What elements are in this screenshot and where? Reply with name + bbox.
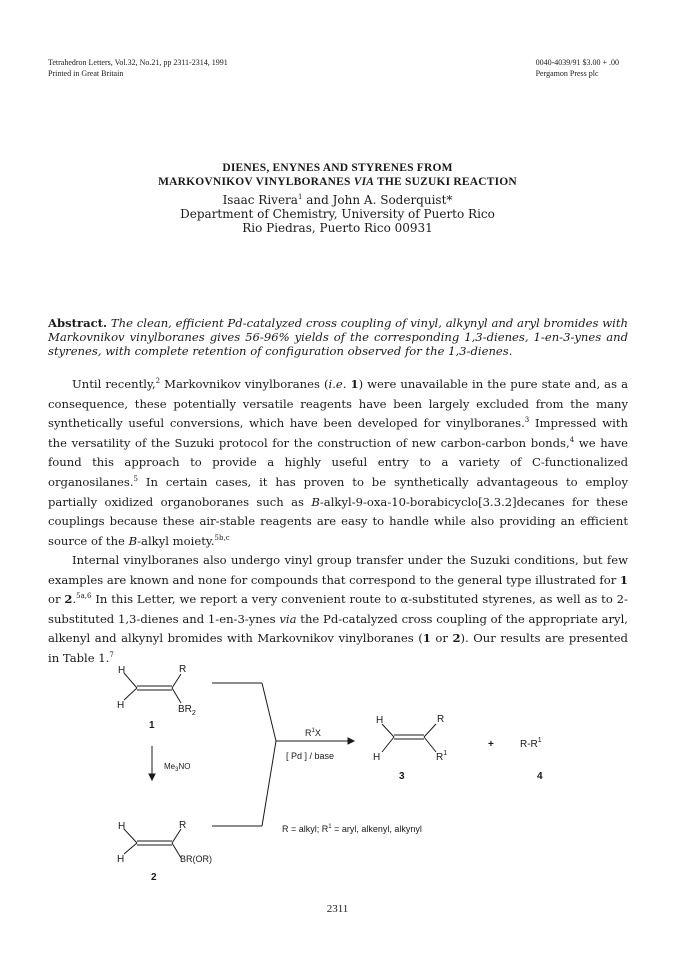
compound-2-boron: BR(OR) (180, 854, 212, 864)
r1x-reagent: $R^1X$ (305, 728, 321, 738)
title-line-2: MARKOVNIKOV VINYLBORANES VIA THE SUZUKI REACTION (158, 176, 517, 188)
compound-2-h-top: H (118, 821, 126, 832)
compound-3-h-top: H (376, 715, 384, 726)
author-names: Isaac Rivera$^1$ and John A. Soderquist* (222, 193, 453, 207)
compound-3-structure (382, 724, 436, 752)
compound-4-label: 4 (537, 771, 543, 782)
compound-1-br2: $BR_2$ (178, 704, 196, 717)
body-paragraph-2: Internal vinylboranes also undergo vinyl group transfer under the Suzuki conditions, but few examples are known and none for compounds that correspond to the general type illustrated for 1 or 2.$^{5a,6}$ In this Letter, we report a very convenient route to α-substituted styrenes, as well as to 2-substituted 1,3-dienes and 1-en-3-ynes via the Pd-catalyzed cross coupling of the appropriate aryl, alkenyl and alkynyl bromides with Markovnikov vinylboranes (1 or 2). Our results are presented in Table 1.$^7$ (48, 553, 628, 665)
compound-4-formula: $R-R^1$ (520, 737, 542, 750)
compound-2-label: 2 (151, 872, 157, 883)
body-paragraph-1: Until recently,$^2$ Markovnikov vinylboranes (i.e. 1) were unavailable in the pure state and, as a consequence, these potentially versatile reagents have been largely excluded from the many synthetically useful conversions, which have been developed for vinylboranes.$^3$ Impressed with the versatility of the Suzuki protocol for the construction of new carbon-carbon bonds,$^4$ we have found this approach to provide a highly useful entry to a variety of C-functionalized organosilanes.$^5$ In certain cases, it has proven to be synthetically advantageous to employ partially oxidized organoboranes such as B-alkyl-9-oxa-10-borabicyclo[3.3.2]decanes for these couplings because these air-stable reagents are easy to handle while also providing an efficient source of the B-alkyl moiety.$^{5b,c}$ (48, 377, 628, 548)
substituent-legend: R = alkyl; $R^1$ = aryl, alkenyl, alkynyl (282, 824, 422, 834)
code-line: 0040-4039/91 $3.00 + .00 (535, 58, 619, 67)
oxidation-arrow (149, 746, 155, 780)
page-number: 2311 (326, 903, 349, 915)
abstract-text: The clean, efficient Pd-catalyzed cross coupling of vinyl, alkynyl and aryl bromides with Markovnikov vinylboranes gives 56-96% yields of the corresponding 1,3-dienes, 1-en-3-ynes and styrenes, with complete retention of configuration observed for the 1,3-dienes. (48, 316, 628, 358)
compound-2-h-bottom: H (117, 854, 125, 865)
publisher-line: Pergamon Press plc (535, 69, 599, 78)
compound-2-r: R (179, 820, 187, 831)
compound-1-label: 1 (149, 720, 155, 731)
compound-1-h-bottom: H (117, 700, 125, 711)
me3no-reagent: $Me_3NO$ (164, 762, 191, 773)
compound-1-r: R (179, 664, 187, 675)
title-line-1: DIENES, ENYNES AND STYRENES FROM (222, 162, 453, 174)
convergence-lines (212, 683, 276, 826)
printed-line: Printed in Great Britain (48, 69, 124, 78)
citation-line: Tetrahedron Letters, Vol.32, No.21, pp 2311-2314, 1991 (48, 58, 228, 67)
affiliation-2: Rio Piedras, Puerto Rico 00931 (242, 221, 433, 235)
compound-1-h-top: H (118, 665, 126, 676)
compound-2-structure (124, 829, 181, 858)
reaction-arrow (276, 738, 354, 744)
compound-1-structure (124, 673, 181, 703)
compound-3-label: 3 (399, 771, 405, 782)
plus-sign: + (488, 739, 494, 750)
abstract-label: Abstract. (48, 316, 108, 330)
affiliation-1: Department of Chemistry, University of Puerto Rico (180, 207, 495, 221)
compound-3-h-bottom: H (373, 752, 381, 763)
compound-3-r1: $R^1$ (436, 750, 448, 763)
catalyst-conditions: [ Pd ] / base (286, 751, 335, 761)
compound-3-r: R (437, 714, 445, 725)
